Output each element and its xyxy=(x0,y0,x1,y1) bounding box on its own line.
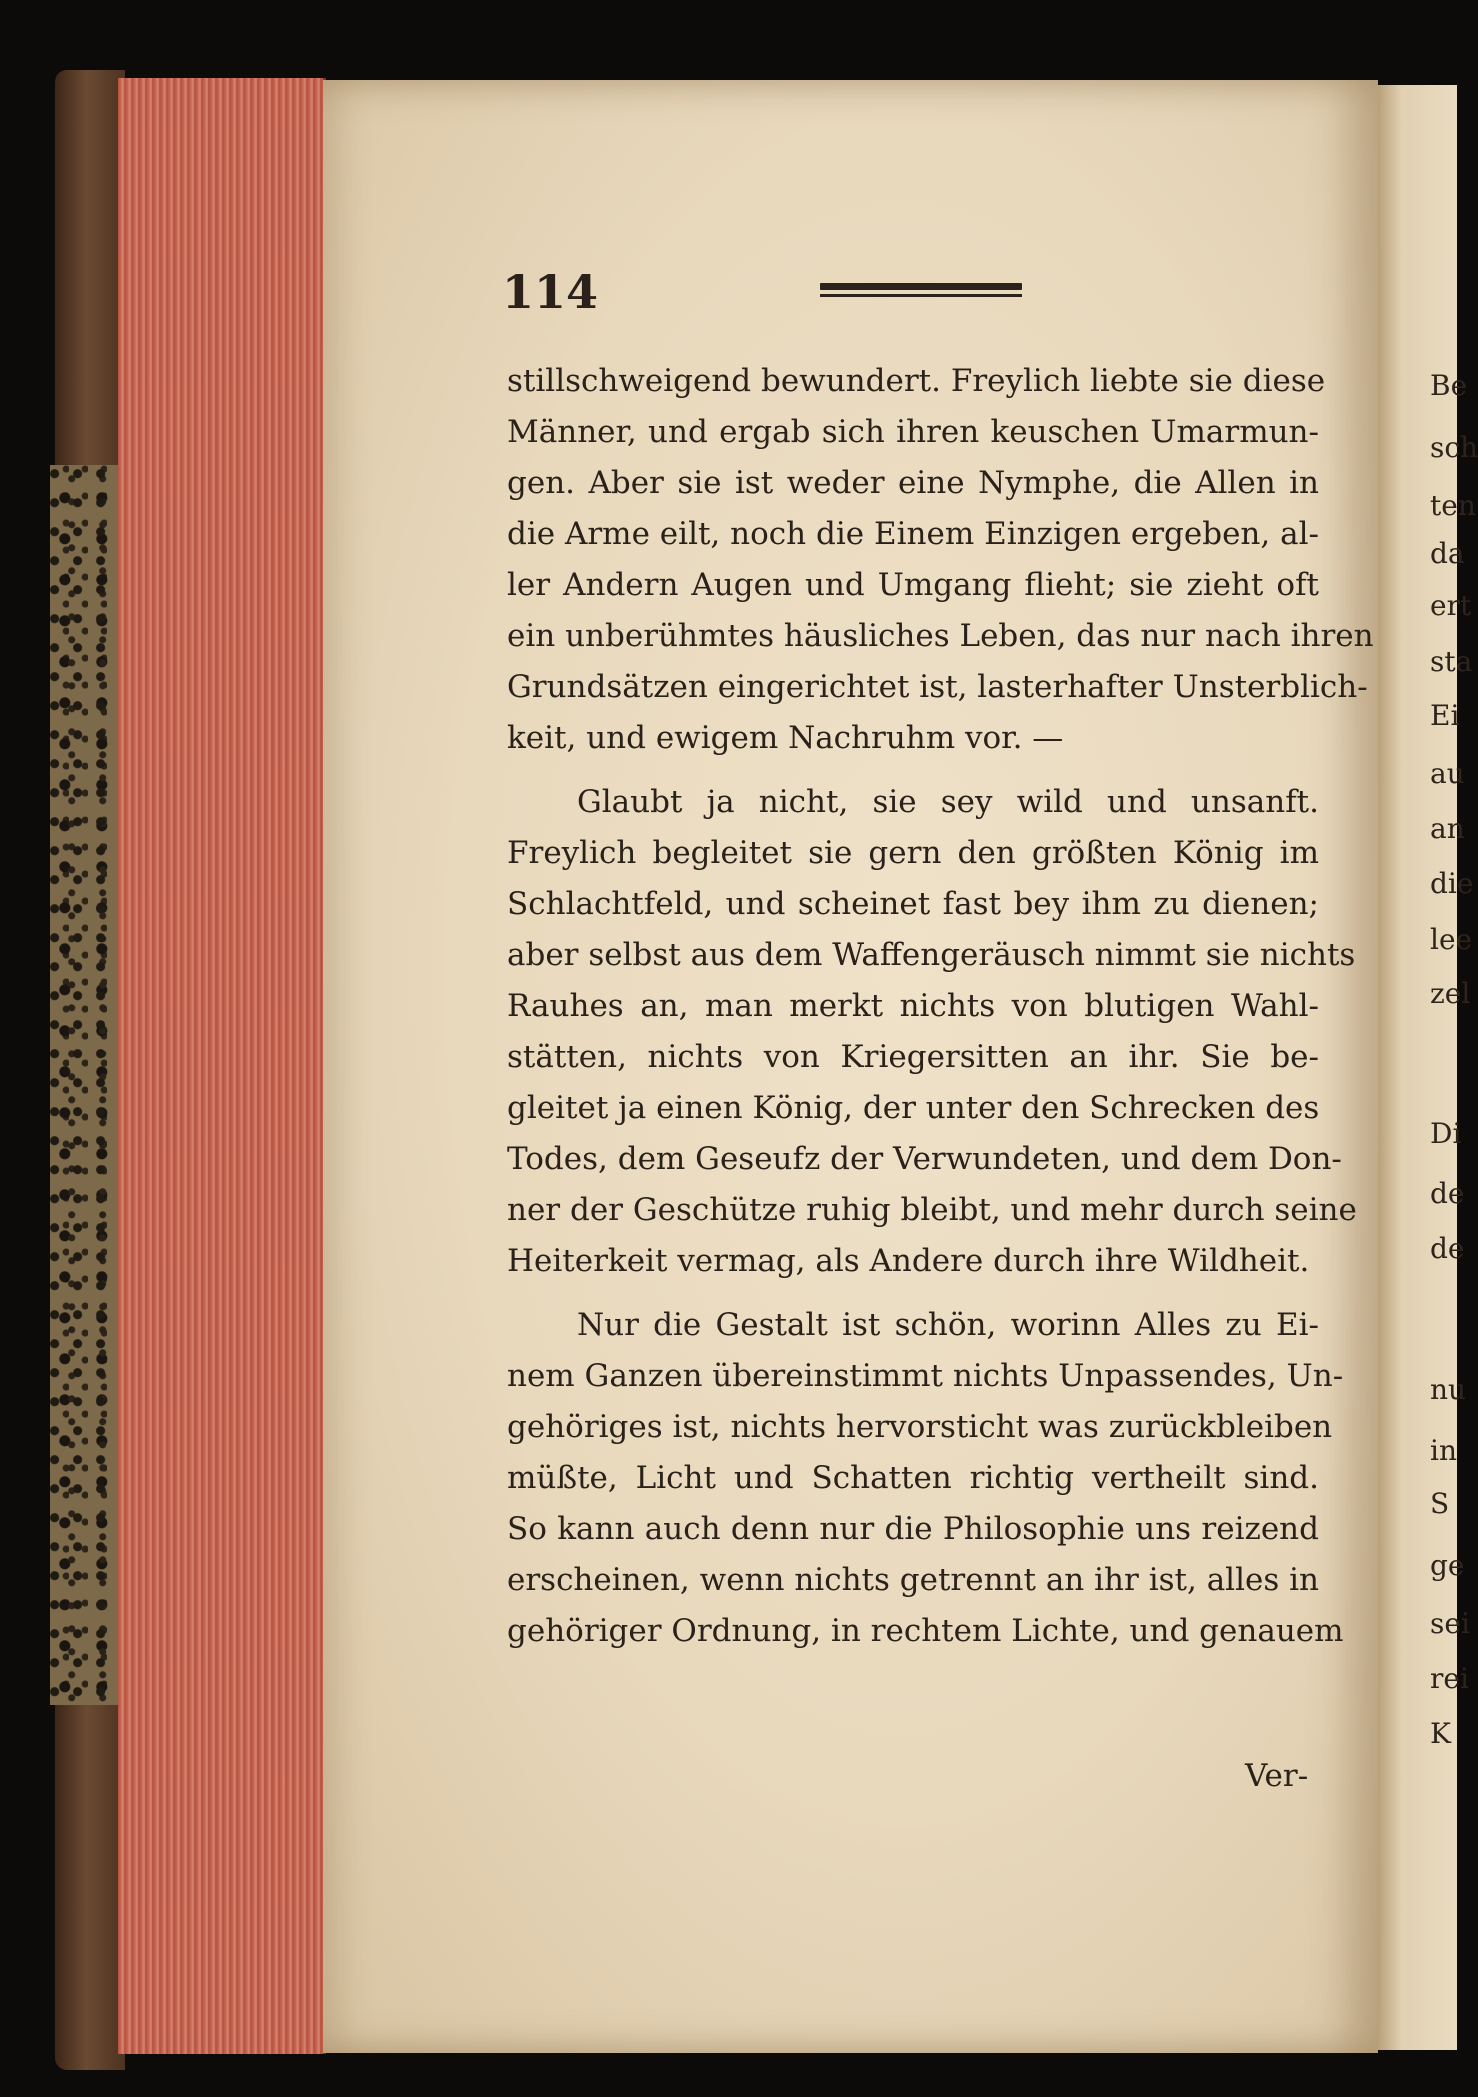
header-rule xyxy=(820,283,1022,299)
facing-page-fragment: rei xyxy=(1430,1662,1469,1695)
facing-page-fragment: lee xyxy=(1430,923,1473,956)
text-line: keit, und ewigem Nachruhm vor. — xyxy=(507,720,1064,756)
text-line: Glaubt ja nicht, sie sey wild und unsanft. xyxy=(577,784,1319,820)
text-line: Todes, dem Geseufz der Verwundeten, und dem Don- xyxy=(507,1141,1342,1177)
text-line: Grundsätzen eingerichtet ist, lasterhafter Unsterblich- xyxy=(507,669,1368,705)
text-line: stillschweigend bewundert. Freylich liebte sie diese xyxy=(507,363,1326,399)
facing-page-fragment: sta xyxy=(1430,645,1473,678)
paragraph-gap xyxy=(507,1287,1319,1300)
facing-page-fragment: K xyxy=(1430,1717,1451,1750)
text-line: erscheinen, wenn nichts getrennt an ihr ist, alles in xyxy=(507,1562,1319,1598)
facing-page-fragment: zel xyxy=(1430,977,1471,1010)
text-line: nem Ganzen übereinstimmt nichts Unpassendes, Un- xyxy=(507,1358,1344,1394)
text-line: aber selbst aus dem Waffengeräusch nimmt sie nichts xyxy=(507,937,1356,973)
body-text xyxy=(507,356,1374,1657)
facing-page-fragment: Ei xyxy=(1430,699,1460,732)
facing-page-fragment: de xyxy=(1430,1232,1465,1265)
text-line: gleitet ja einen König, der unter den Schrecken des xyxy=(507,1090,1320,1126)
text-line: Freylich begleitet sie gern den größten König im xyxy=(507,835,1319,871)
catchword: Ver- xyxy=(1245,1758,1309,1794)
text-line: ler Andern Augen und Umgang flieht; sie zieht oft xyxy=(507,567,1319,603)
text-line: gehöriger Ordnung, in rechtem Lichte, und genauem xyxy=(507,1613,1344,1649)
page-number: 114 xyxy=(502,265,599,319)
facing-page-fragment: an xyxy=(1430,812,1465,845)
text-line: Schlachtfeld, und scheinet fast bey ihm zu dienen; xyxy=(507,886,1319,922)
facing-page-fragment: sch xyxy=(1430,431,1478,464)
text-line: Rauhes an, man merkt nichts von blutigen Wahl- xyxy=(507,988,1319,1024)
text-line: Nur die Gestalt ist schön, worinn Alles zu Ei- xyxy=(577,1307,1319,1343)
facing-page-fragment: S xyxy=(1430,1487,1450,1520)
text-line: Männer, und ergab sich ihren keuschen Umarmun- xyxy=(507,414,1319,450)
facing-page-fragment: da xyxy=(1430,537,1465,570)
text-line: ner der Geschütze ruhig bleibt, und mehr durch seine xyxy=(507,1192,1357,1228)
red-page-edges xyxy=(118,78,326,2054)
text-line: stätten, nichts von Kriegersitten an ihr. Sie be- xyxy=(507,1039,1319,1075)
marbled-cover-paper xyxy=(50,465,118,1705)
text-line: gen. Aber sie ist weder eine Nymphe, die Allen in xyxy=(507,465,1319,501)
facing-page-fragment: Be xyxy=(1430,369,1468,402)
text-line: Heiterkeit vermag, als Andere durch ihre Wildheit. xyxy=(507,1243,1310,1279)
facing-page-fragment: Di xyxy=(1430,1117,1462,1150)
facing-page-fragment: die xyxy=(1430,867,1474,900)
facing-page-fragment: ert xyxy=(1430,589,1472,622)
facing-page-fragment: ten xyxy=(1430,489,1476,522)
facing-page-fragment: in xyxy=(1430,1434,1457,1467)
facing-page-fragment: ge xyxy=(1430,1549,1465,1582)
text-line: gehöriges ist, nichts hervorsticht was zurückbleiben xyxy=(507,1409,1333,1445)
facing-page-fragment: au xyxy=(1430,757,1465,790)
text-line: die Arme eilt, noch die Einem Einzigen ergeben, al- xyxy=(507,516,1319,552)
facing-page-fragment: nu xyxy=(1430,1373,1467,1406)
facing-page-fragment: de xyxy=(1430,1177,1465,1210)
paragraph-gap xyxy=(507,764,1319,777)
text-line: müßte, Licht und Schatten richtig vertheilt sind. xyxy=(507,1460,1319,1496)
text-line: ein unberühmtes häusliches Leben, das nur nach ihren xyxy=(507,618,1374,654)
facing-page-fragment: sei xyxy=(1430,1607,1470,1640)
text-line: So kann auch denn nur die Philosophie uns reizend xyxy=(507,1511,1319,1547)
